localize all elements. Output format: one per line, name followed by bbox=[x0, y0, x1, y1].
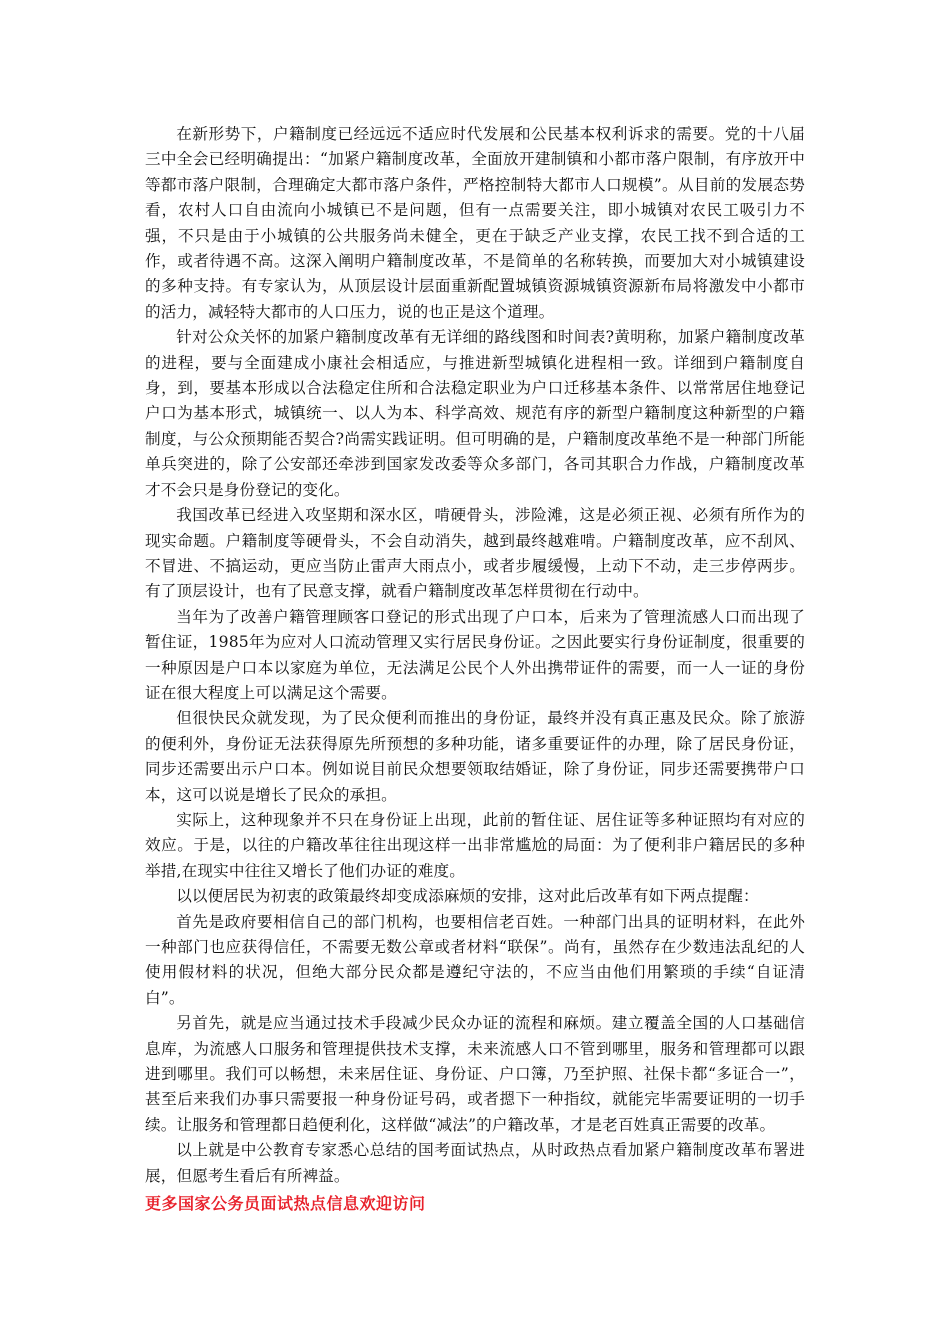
paragraph: 我国改革已经进入攻坚期和深水区，啃硬骨头，涉险滩，这是必须正视、必须有所作为的现实命题。户籍制度等硬骨头，不会自动消失，越到最终越难啃。户籍制度改革，应不刮风、不冒进、不搞运动，更应当防止雷声大雨点小，或者步履缓慢，上动下不动，走三步停两步。有了顶层设计，也有了民意支撑，就看户籍制度改革怎样贯彻在行动中。 bbox=[145, 506, 805, 601]
paragraph: 另首先，就是应当通过技术手段减少民众办证的流程和麻烦。建立覆盖全国的人口基础信息库，为流感人口服务和管理提供技术支撑，未来流感人口不管到哪里，服务和管理都可以跟进到哪里。我们可以畅想，未来居住证、身份证、户口簿，乃至护照、社保卡都“多证合一”，甚至后来我们办事只需要报一种身份证号码，或者摁下一种指纹，就能完毕需要证明的一切手续。让服务和管理都日趋便利化，这样做“减法”的户籍改革，才是老百姓真正需要的改革。 bbox=[145, 1014, 805, 1134]
document-body bbox=[145, 122, 805, 1217]
paragraph: 实际上，这种现象并不只在身份证上出现，此前的暂住证、居住证等多种证照均有对应的效应。于是，以往的户籍改革往往出现这样一出非常尴尬的局面：为了便利非户籍居民的多种举措,在现实中往往又增长了他们办证的难度。 bbox=[145, 810, 805, 880]
more-info-link[interactable]: 更多国家公务员面试热点信息欢迎访问 bbox=[145, 1194, 426, 1214]
paragraph: 以上就是中公教育专家悉心总结的国考面试热点，从时政热点看加紧户籍制度改革布署进展，但愿考生看后有所裨益。 bbox=[145, 1141, 805, 1185]
paragraph: 在新形势下，户籍制度已经远远不适应时代发展和公民基本权利诉求的需要。党的十八届三中全会已经明确提出：“加紧户籍制度改革，全面放开建制镇和小都市落户限制，有序放开中等都市落户限制，合理确定大都市落户条件，严格控制特大都市人口规模”。从目前的发展态势看，农村人口自由流向小城镇已不是问题，但有一点需要关注，即小城镇对农民工吸引力不强，不只是由于小城镇的公共服务尚未健全，更在于缺乏产业支撑，农民工找不到合适的工作，或者待遇不高。这深入阐明户籍制度改革，不是简单的名称转换，而要加大对小城镇建设的多种支持。有专家认为，从顶层设计层面重新配置城镇资源城镇资源新布局将激发中小都市的活力，减轻特大都市的人口压力，说的也正是这个道理。 bbox=[145, 125, 805, 321]
paragraph: 首先是政府要相信自己的部门机构，也要相信老百姓。一种部门出具的证明材料，在此外一种部门也应获得信任，不需要无数公章或者材料“联保”。尚有，虽然存在少数违法乱纪的人使用假材料的状况，但绝大部分民众都是遵纪守法的，不应当由他们用繁琐的手续“自证清白”。 bbox=[145, 912, 805, 1007]
paragraph: 当年为了改善户籍管理顾客口登记的形式出现了户口本，后来为了管理流感人口而出现了暂住证，1985年为应对人口流动管理又实行居民身份证。之因此要实行身份证制度，很重要的一种原因是户口本以家庭为单位，无法满足公民个人外出携带证件的需要，而一人一证的身份证在很大程度上可以满足这个需要。 bbox=[145, 607, 805, 702]
paragraph: 以以便居民为初衷的政策最终却变成添麻烦的安排，这对此后改革有如下两点提醒： bbox=[176, 887, 759, 906]
paragraph: 但很快民众就发现，为了民众便利而推出的身份证，最终并没有真正惠及民众。除了旅游的便利外，身份证无法获得原先所预想的多种功能，诸多重要证件的办理，除了居民身份证，同步还需要出示户口本。例如说目前民众想要领取结婚证，除了身份证，同步还需要携带户口本，这可以说是增长了民众的承担。 bbox=[145, 709, 805, 804]
paragraph: 针对公众关怀的加紧户籍制度改革有无详细的路线图和时间表?黄明称，加紧户籍制度改革的进程，要与全面建成小康社会相适应，与推进新型城镇化进程相一致。详细到户籍制度自身，到，要基本形成以合法稳定住所和合法稳定职业为户口迁移基本条件、以常常居住地登记户口为基本形式，城镇统一、以人为本、科学高效、规范有序的新型户籍制度这种新型的户籍制度，与公众预期能否契合?尚需实践证明。但可明确的是，户籍制度改革绝不是一种部门所能单兵突进的，除了公安部还牵涉到国家发改委等众多部门，各司其职合力作战，户籍制度改革才不会只是身份登记的变化。 bbox=[145, 328, 805, 499]
